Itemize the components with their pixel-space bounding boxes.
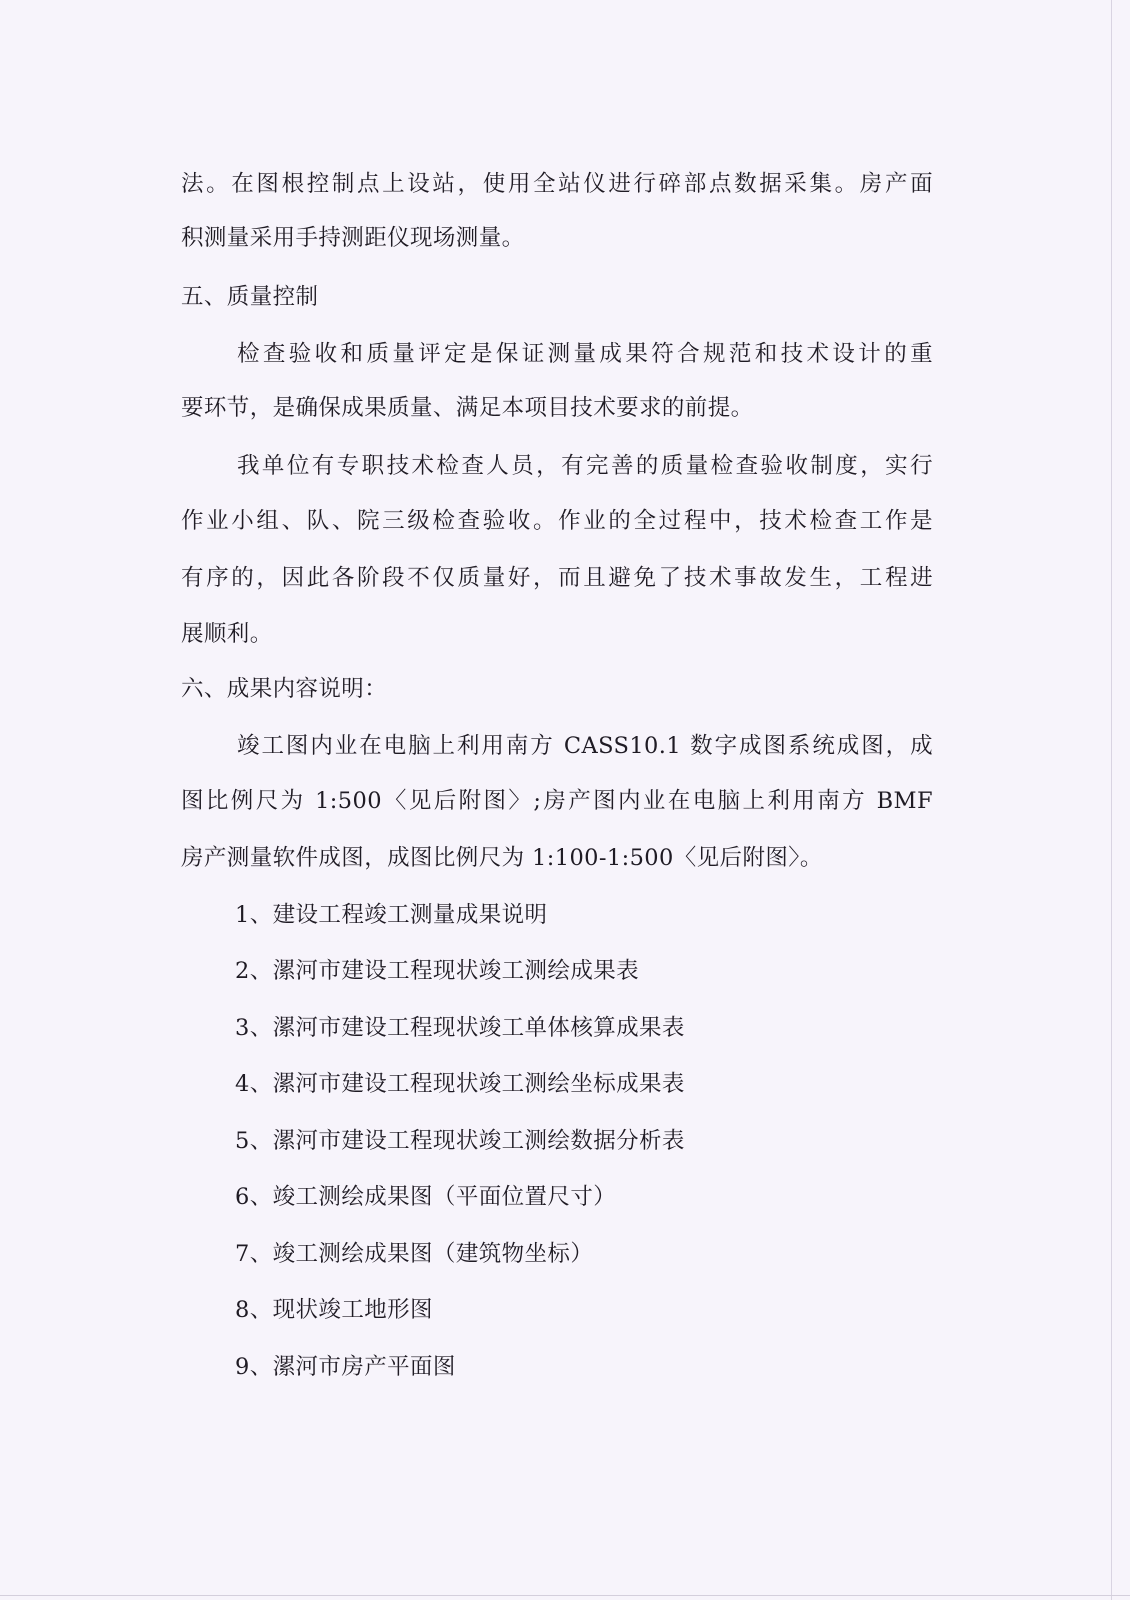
list-item: 5、漯河市建设工程现状竣工测绘数据分析表	[235, 1128, 685, 1154]
list-item: 4、漯河市建设工程现状竣工测绘坐标成果表	[235, 1071, 685, 1097]
section-5-para-2-line-3: 有序的，因此各阶段不仅质量好，而且避免了技术事故发生，工程进	[181, 565, 933, 591]
intro-line-1: 法。在图根控制点上设站，使用全站仪进行碎部点数据采集。房产面	[181, 171, 933, 197]
section-5-heading: 五、质量控制	[181, 284, 319, 310]
list-item: 9、漯河市房产平面图	[235, 1354, 456, 1380]
list-item: 2、漯河市建设工程现状竣工测绘成果表	[235, 958, 640, 984]
section-5-para-1-line-2: 要环节，是确保成果质量、满足本项目技术要求的前提。	[181, 395, 754, 421]
section-6-para-line-3: 房产测量软件成图，成图比例尺为 1:100-1:500〈见后附图〉。	[181, 845, 823, 871]
list-item: 1、建设工程竣工测量成果说明	[235, 902, 548, 928]
section-6-para-line-2: 图比例尺为 1:500〈见后附图〉;房产图内业在电脑上利用南方 BMF	[181, 788, 933, 814]
intro-line-2: 积测量采用手持测距仪现场测量。	[181, 225, 525, 251]
scan-edge-right	[1111, 0, 1112, 1600]
section-5-para-2-line-4: 展顺利。	[181, 621, 273, 647]
list-item: 3、漯河市建设工程现状竣工单体核算成果表	[235, 1015, 685, 1041]
section-6-para-line-1: 竣工图内业在电脑上利用南方 CASS10.1 数字成图系统成图，成	[237, 733, 933, 759]
list-item: 8、现状竣工地形图	[235, 1297, 433, 1323]
section-5-para-1-line-1: 检查验收和质量评定是保证测量成果符合规范和技术设计的重	[237, 341, 933, 367]
section-6-heading: 六、成果内容说明：	[181, 676, 388, 702]
section-5-para-2-line-2: 作业小组、队、院三级检查验收。作业的全过程中，技术检查工作是	[181, 508, 933, 534]
section-5-para-2-line-1: 我单位有专职技术检查人员，有完善的质量检查验收制度，实行	[237, 453, 933, 479]
scan-edge-bottom	[0, 1595, 1130, 1596]
list-item: 6、竣工测绘成果图（平面位置尺寸）	[235, 1184, 617, 1210]
list-item: 7、竣工测绘成果图（建筑物坐标）	[235, 1241, 594, 1267]
